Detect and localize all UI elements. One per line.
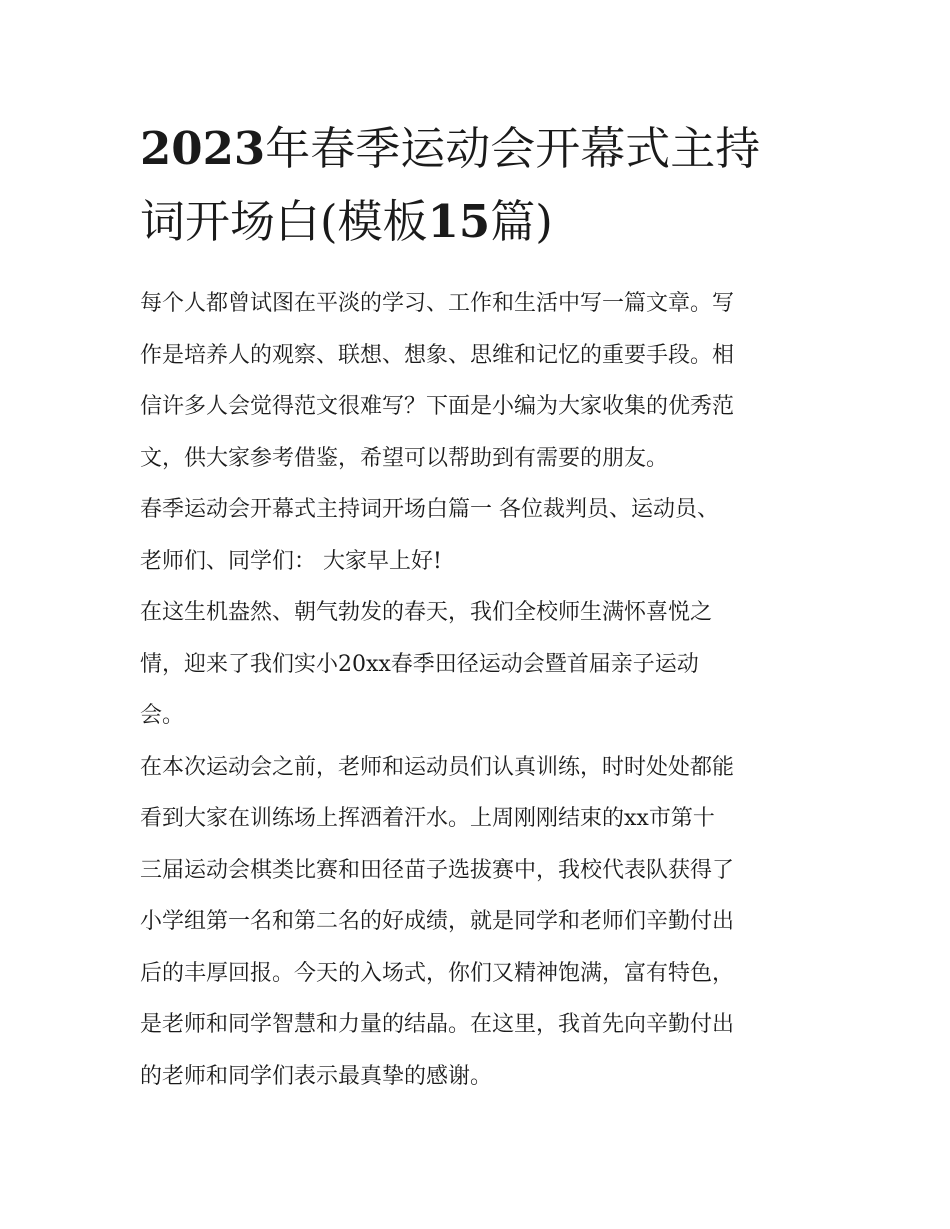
- document-body: [140, 278, 820, 1102]
- text-line: 小学组第一名和第二名的好成绩，就是同学和老师们辛勤付出: [140, 909, 735, 934]
- text-line: 三届运动会棋类比赛和田径苗子选拔赛中，我校代表队获得了: [140, 857, 735, 883]
- text-line: 文，供大家参考借鉴，希望可以帮助到有需要的朋友。: [140, 445, 669, 471]
- text-line: 会。: [140, 703, 185, 728]
- text-line: 是老师和同学智慧和力量的结晶。在这里，我首先向辛勤付出: [140, 1012, 735, 1037]
- paragraph-intro: [140, 278, 820, 484]
- paragraph-training: [140, 742, 820, 1103]
- title-line-1: 2023年春季运动会开幕式主持: [140, 122, 761, 175]
- text-line: 老师们、同学们： 大家早上好!: [140, 548, 442, 574]
- text-line: 情，迎来了我们实小20xx春季田径运动会暨首届亲子运动: [140, 651, 699, 677]
- paragraph-spring: [140, 587, 820, 742]
- text-line: 在这生机盎然、朝气勃发的春天，我们全校师生满怀喜悦之: [140, 600, 713, 625]
- title-line-2: 词开场白(模板15篇): [140, 195, 553, 248]
- text-line: 在本次运动会之前，老师和运动员们认真训练，时时处处都能: [140, 754, 735, 780]
- text-line: 的老师和同学们表示最真挚的感谢。: [140, 1063, 493, 1089]
- text-line: 信许多人会觉得范文很难写？下面是小编为大家收集的优秀范: [140, 394, 735, 419]
- document-title: [140, 112, 820, 258]
- paragraph-greeting: [140, 484, 820, 587]
- text-line: 作是培养人的观察、联想、想象、思维和记忆的重要手段。相: [140, 342, 735, 368]
- text-line: 后的丰厚回报。今天的入场式，你们又精神饱满，富有特色，: [140, 960, 735, 986]
- text-line: 春季运动会开幕式主持词开场白篇一 各位裁判员、运动员、: [140, 497, 719, 522]
- text-line: 看到大家在训练场上挥洒着汗水。上周刚刚结束的xx市第十: [140, 806, 715, 831]
- text-line: 每个人都曾试图在平淡的学习、工作和生活中写一篇文章。写: [140, 291, 735, 316]
